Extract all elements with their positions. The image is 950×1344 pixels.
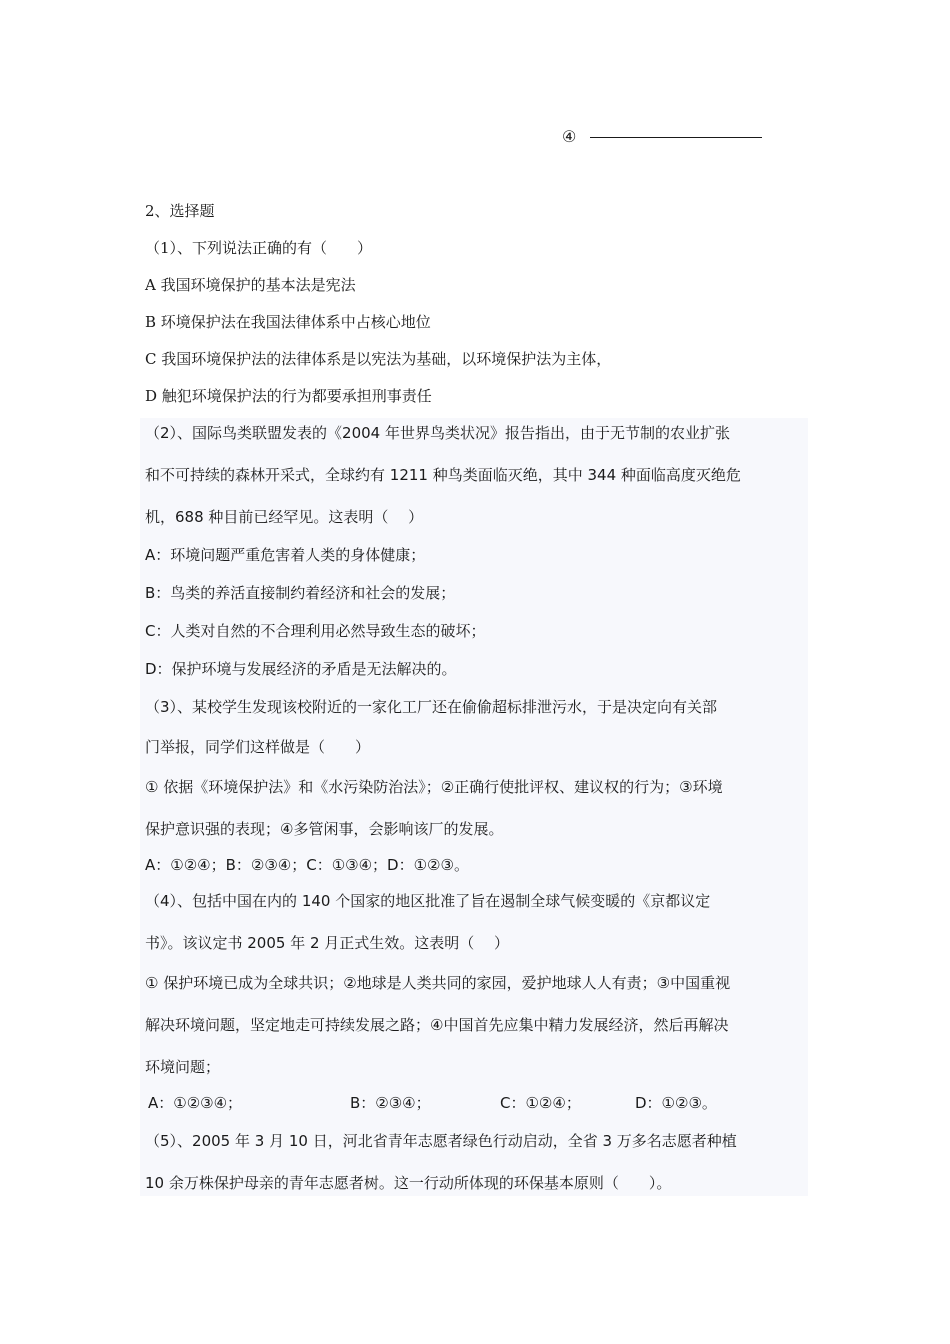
- q1-stem: （1）、下列说法正确的有（ ）: [145, 239, 373, 257]
- q4-statements-line-1: ① 保护环境已成为全球共识；②地球是人类共同的家园，爱护地球人人有责；③中国重视: [145, 974, 731, 992]
- q4-option-a: A：①②③④；: [148, 1094, 243, 1112]
- answer-blank-line: [590, 137, 762, 138]
- q4-option-b: B：②③④；: [350, 1094, 431, 1112]
- item-four-marker: ④: [562, 127, 577, 146]
- q5-stem-line-2: 10 余万株保护母亲的青年志愿者树。这一行动所体现的环保基本原则（ ）。: [145, 1174, 672, 1192]
- q1-option-c: C 我国环境保护法的法律体系是以宪法为基础，以环境保护法为主体，: [145, 350, 612, 368]
- q4-stem-line-1: （4）、包括中国在内的 140 个国家的地区批准了旨在遏制全球气候变暖的《京都议定: [145, 892, 711, 910]
- q2-option-b: B：鸟类的养活直接制约着经济和社会的发展；: [145, 584, 456, 602]
- q1-option-d: D 触犯环境保护法的行为都要承担刑事责任: [145, 387, 432, 405]
- section-title: 2、选择题: [145, 202, 215, 220]
- q4-statements-line-3: 环境问题；: [145, 1058, 221, 1076]
- q1-option-b: B 环境保护法在我国法律体系中占核心地位: [145, 313, 431, 331]
- q3-statements-line-1: ① 依据《环境保护法》和《水污染防治法》；②正确行使批评权、建议权的行为；③环境: [145, 778, 723, 796]
- q3-stem-line-2: 门举报，同学们这样做是（ ）: [145, 738, 371, 756]
- q4-option-d: D：①②③。: [635, 1094, 717, 1112]
- shaded-text-region: [140, 418, 808, 1196]
- q1-option-a: A 我国环境保护的基本法是宪法: [145, 276, 356, 294]
- q4-option-c: C：①②④；: [500, 1094, 581, 1112]
- q5-stem-line-1: （5）、2005 年 3 月 10 日，河北省青年志愿者绿色行动启动，全省 3 万多名志愿者种植: [145, 1132, 737, 1150]
- q3-options: A：①②④；B：②③④；C：①③④；D：①②③。: [145, 856, 469, 874]
- q2-stem-line-1: （2）、国际鸟类联盟发表的《2004 年世界鸟类状况》报告指出，由于无节制的农业扩张: [145, 424, 730, 442]
- q4-statements-line-2: 解决环境问题，坚定地走可持续发展之路；④中国首先应集中精力发展经济，然后再解决: [145, 1016, 729, 1034]
- q2-stem-line-2: 和不可持续的森林开采式，全球约有 1211 种鸟类面临灭绝，其中 344 种面临高度灭绝危: [145, 466, 741, 484]
- q3-stem-line-1: （3）、某校学生发现该校附近的一家化工厂还在偷偷超标排泄污水，于是决定向有关部: [145, 698, 718, 716]
- q2-option-c: C：人类对自然的不合理利用必然导致生态的破坏；: [145, 622, 486, 640]
- q2-stem-line-3: 机，688 种目前已经罕见。这表明（ ）: [145, 508, 424, 526]
- q4-stem-line-2: 书》。该议定书 2005 年 2 月正式生效。这表明（ ）: [145, 934, 510, 952]
- q2-option-a: A：环境问题严重危害着人类的身体健康；: [145, 546, 426, 564]
- q3-statements-line-2: 保护意识强的表现；④多管闲事，会影响该厂的发展。: [145, 820, 504, 838]
- q2-option-d: D：保护环境与发展经济的矛盾是无法解决的。: [145, 660, 457, 678]
